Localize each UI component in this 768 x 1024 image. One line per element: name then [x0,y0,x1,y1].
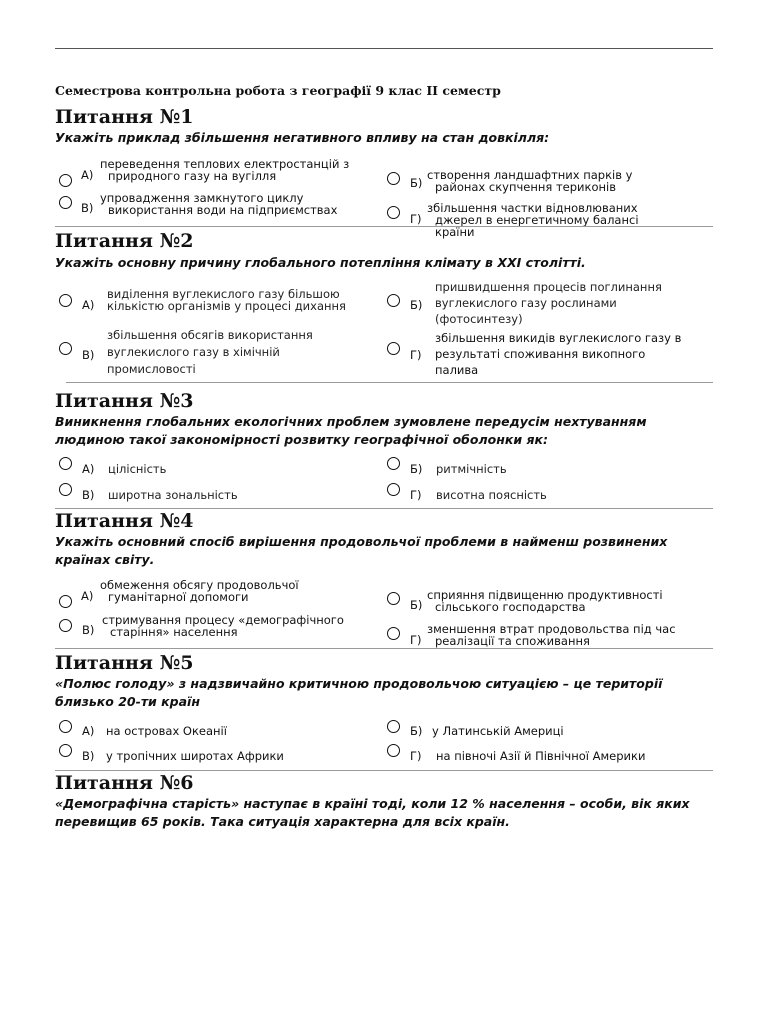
q1-option-g-text [427,202,639,238]
q2-option-v-radio[interactable] [59,342,72,355]
q2-divider [66,382,713,383]
q4-g-line1: зменшення втрат продовольства під час [427,622,676,636]
q5-option-g-letter: Г) [410,749,422,763]
q1-a-line1: переведення теплових електростанцій з [100,157,350,171]
q2-b-line2: вуглекислого газу рослинами [435,296,617,310]
q5-option-b-letter: Б) [410,724,423,738]
question-4-heading: Питання №4 [55,510,194,532]
q4-option-a-radio[interactable] [59,595,72,608]
q2-g-line3: палива [435,363,479,377]
q5-option-b-radio[interactable] [387,720,400,733]
q4-option-g-text [427,623,676,647]
question-5-text: «Полюс голоду» з надзвичайно критичною продовольчою ситуацією – це території близько 20-ти країн [55,676,663,709]
q2-option-g-letter: Г) [410,348,422,362]
q4-option-a-text [100,579,299,603]
q3-option-g-letter: Г) [410,488,422,502]
document-title: Семестрова контрольна робота з географії 9 клас ІІ семестр [55,83,501,98]
q5-option-v-radio[interactable] [59,744,72,757]
q3-option-g-radio[interactable] [387,483,400,496]
q2-b-line1: пришвидшення процесів поглинання [435,280,662,294]
q1-option-b-text [427,169,633,193]
q2-option-b-text [435,279,662,327]
q4-option-g-radio[interactable] [387,627,400,640]
question-2-text: Укажіть основну причину глобального потепління клімату в XXI столітті. [55,255,586,270]
q2-a-line2: кількістю організмів у процесі дихання [107,299,346,313]
q1-divider [55,226,713,227]
q2-option-v-letter: В) [82,348,95,362]
q3-option-a-text: цілісність [108,462,167,476]
q1-g-line1: збільшення частки відновлюваних [427,201,638,215]
q2-option-a-radio[interactable] [59,294,72,307]
q3-option-a-radio[interactable] [59,457,72,470]
q1-option-v-text [100,192,337,216]
q1-option-a-letter: А) [81,168,94,182]
q4-option-v-radio[interactable] [59,619,72,632]
q4-a-line1: обмеження обсягу продовольчої [100,578,299,592]
q2-option-g-radio[interactable] [387,342,400,355]
question-2-heading: Питання №2 [55,230,194,252]
q1-option-b-radio[interactable] [387,172,400,185]
q5-divider [55,770,713,771]
q5-option-a-text: на островах Океанії [106,724,227,738]
q2-b-line3: (фотосинтезу) [435,312,523,326]
question-1-text: Укажіть приклад збільшення негативного впливу на стан довкілля: [55,130,550,145]
q4-v-line1: стримування процесу «демографічного [102,613,344,627]
q1-option-g-radio[interactable] [387,206,400,219]
q2-option-a-letter: А) [82,298,95,312]
q1-b-line2: районах скупчення териконів [435,180,616,194]
q1-a-line2: природного газу на вугілля [108,169,277,183]
q3-option-b-text: ритмічність [436,462,507,476]
q1-option-a-radio[interactable] [59,174,72,187]
q1-option-v-letter: В) [81,201,94,215]
q5-option-g-radio[interactable] [387,744,400,757]
q1-g-line2: джерел в енергетичному балансі [435,213,639,227]
q1-g-line3: країни [435,225,475,239]
q4-option-b-letter: Б) [410,598,423,612]
q2-a-line1: виділення вуглекислого газу більшою [107,287,340,301]
q5-option-a-radio[interactable] [59,720,72,733]
q5-option-g-text: на півночі Азії й Північної Америки [436,749,646,763]
q1-b-line1: створення ландшафтних парків у [427,168,633,182]
top-rule [55,48,713,49]
q2-g-line1: збільшення викидів вуглекислого газу в [435,331,682,345]
q2-option-a-text [107,288,346,312]
q4-v-line2: старіння» населення [110,625,238,639]
q2-v-line2: вуглекислого газу в хімічній [107,345,280,359]
q4-b-line1: сприяння підвищенню продуктивності [427,588,663,602]
q4-a-line2: гуманітарної допомоги [108,590,249,604]
q2-option-g-text [435,330,681,378]
q4-g-line2: реалізації та споживання [435,634,590,648]
q3-option-v-radio[interactable] [59,483,72,496]
q3-option-g-text: висотна поясність [436,488,547,502]
q4-option-a-letter: А) [81,589,94,603]
q5-option-b-text: у Латинській Америці [432,724,564,738]
q4-option-b-text [427,589,663,613]
q5-option-a-letter: А) [82,724,95,738]
q1-option-a-text [100,158,349,182]
q1-v-line2: використання води на підприємствах [108,203,338,217]
q4-option-b-radio[interactable] [387,592,400,605]
q2-v-line1: збільшення обсягів використання [107,328,313,342]
q3-divider [55,508,713,509]
q4-divider [55,648,713,649]
q4-option-g-letter: Г) [410,633,422,647]
question-6-heading: Питання №6 [55,772,194,794]
q5-option-v-text: у тропічних широтах Африки [106,749,284,763]
question-3-text: Виникнення глобальних екологічних проблем зумовлене передусім нехтуванням людиною такої закономірності розвитку географічної оболонки як: [55,414,647,447]
q3-option-v-text: широтна зональність [108,488,238,502]
q2-option-b-radio[interactable] [387,294,400,307]
q3-option-a-letter: А) [82,462,95,476]
question-3-heading: Питання №3 [55,390,194,412]
q2-v-line3: промисловості [107,362,196,376]
q1-option-v-radio[interactable] [59,196,72,209]
q2-g-line2: результаті споживання викопного [435,347,646,361]
question-4-text: Укажіть основний спосіб вирішення продовольчої проблеми в найменш розвинених країнах світу. [55,534,668,567]
q1-v-line1: упровадження замкнутого циклу [100,191,304,205]
question-1-heading: Питання №1 [55,106,194,128]
q1-option-b-letter: Б) [410,176,423,190]
question-6-text: «Демографічна старість» наступає в країні тоді, коли 12 % населення – особи, вік яких перевищив 65 років. Така ситуація характерна для всіх країн. [55,796,690,829]
q2-option-b-letter: Б) [410,298,423,312]
q1-option-g-letter: Г) [410,212,422,226]
q2-option-v-text [107,327,313,378]
q5-option-v-letter: В) [82,749,95,763]
q3-option-b-radio[interactable] [387,457,400,470]
q4-option-v-text [102,614,344,638]
q3-option-b-letter: Б) [410,462,423,476]
question-5-heading: Питання №5 [55,652,194,674]
q4-b-line2: сільського господарства [435,600,586,614]
q3-option-v-letter: В) [82,488,95,502]
q4-option-v-letter: В) [82,623,95,637]
